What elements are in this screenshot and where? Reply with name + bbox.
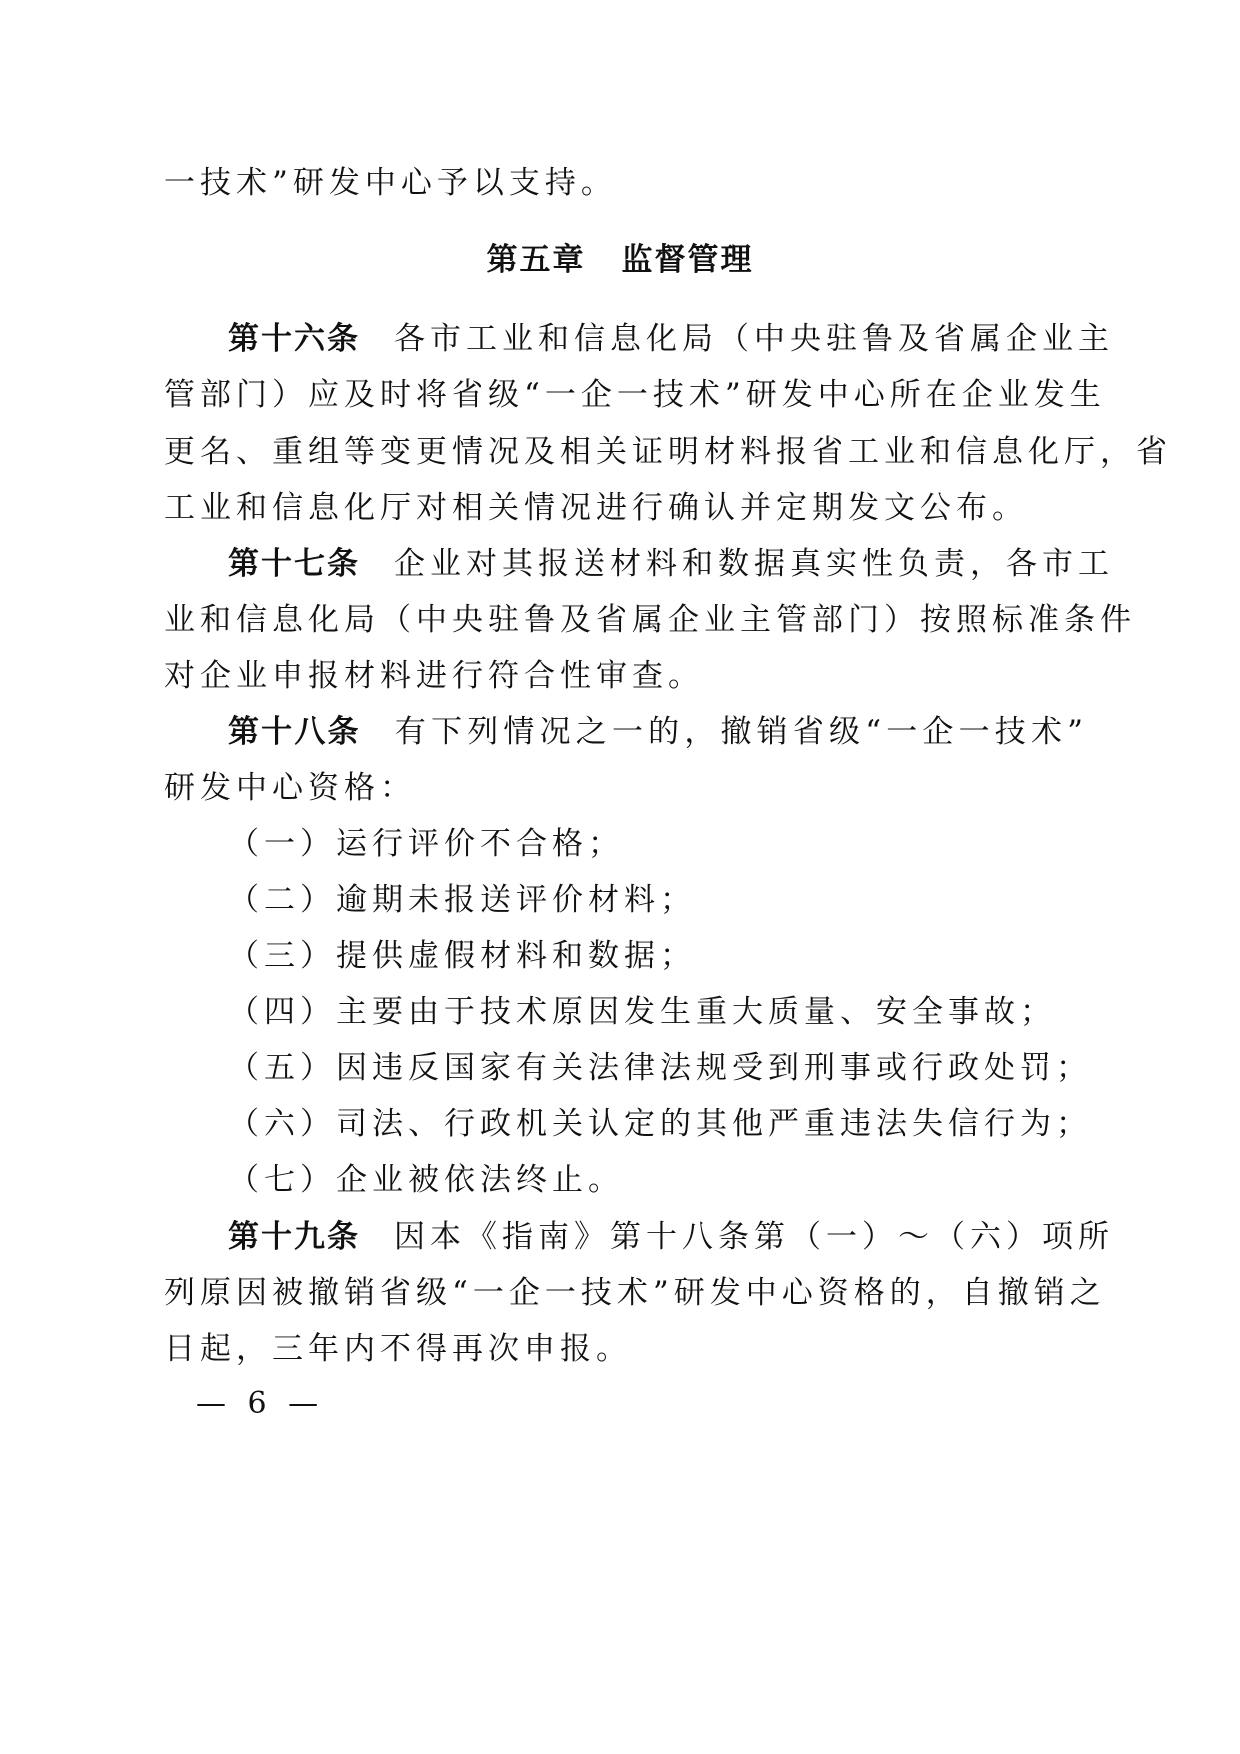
article-18-line: 研发中心资格： [164,770,416,806]
article-17-label: 第十七条 [228,546,360,582]
article-17-text: 企业对其报送材料和数据真实性负责，各市工 [394,546,1114,582]
list-item: （六）司法、行政机关认定的其他严重违法失信行为； [228,1106,1092,1142]
list-item: （二）逾期未报送评价材料； [228,882,696,918]
article-18-text: 有下列情况之一的，撤销省级“一企一技术” [394,714,1088,750]
chapter-title: 监督管理 [621,242,754,278]
page-number: — 6 — [196,1386,325,1421]
continuation-line: 一技术”研发中心予以支持。 [164,165,617,201]
article-16-line: 管部门）应及时将省级“一企一技术”研发中心所在企业发生 [164,377,1106,413]
article-17-line: 业和信息化局（中央驻鲁及省属企业主管部门）按照标准条件 [164,602,1136,638]
chapter-number: 第五章 [486,242,586,278]
article-16-first-line [228,319,1114,359]
article-19-label: 第十九条 [228,1219,360,1255]
article-19-line: 列原因被撤销省级“一企一技术”研发中心资格的，自撤销之 [164,1275,1106,1311]
article-18-first-line [228,712,1088,752]
list-item: （七）企业被依法终止。 [228,1162,624,1198]
article-17-first-line [228,544,1114,584]
article-16-line: 更名、重组等变更情况及相关证明材料报省工业和信息化厅，省 [164,434,1172,470]
article-19-first-line [228,1217,1114,1257]
list-item: （五）因违反国家有关法律法规受到刑事或行政处罚； [228,1050,1092,1086]
article-16-text: 各市工业和信息化局（中央驻鲁及省属企业主 [394,321,1114,357]
chapter-heading [0,240,1240,280]
article-19-text: 因本《指南》第十八条第（一）～（六）项所 [394,1219,1114,1255]
article-17-line: 对企业申报材料进行符合性审查。 [164,658,704,694]
article-19-line: 日起，三年内不得再次申报。 [164,1331,632,1367]
article-16-line: 工业和信息化厅对相关情况进行确认并定期发文公布。 [164,490,1028,526]
list-item: （四）主要由于技术原因发生重大质量、安全事故； [228,994,1056,1030]
list-item: （三）提供虚假材料和数据； [228,938,696,974]
article-16-label: 第十六条 [228,321,360,357]
article-18-label: 第十八条 [228,714,361,750]
list-item: （一）运行评价不合格； [228,826,624,862]
